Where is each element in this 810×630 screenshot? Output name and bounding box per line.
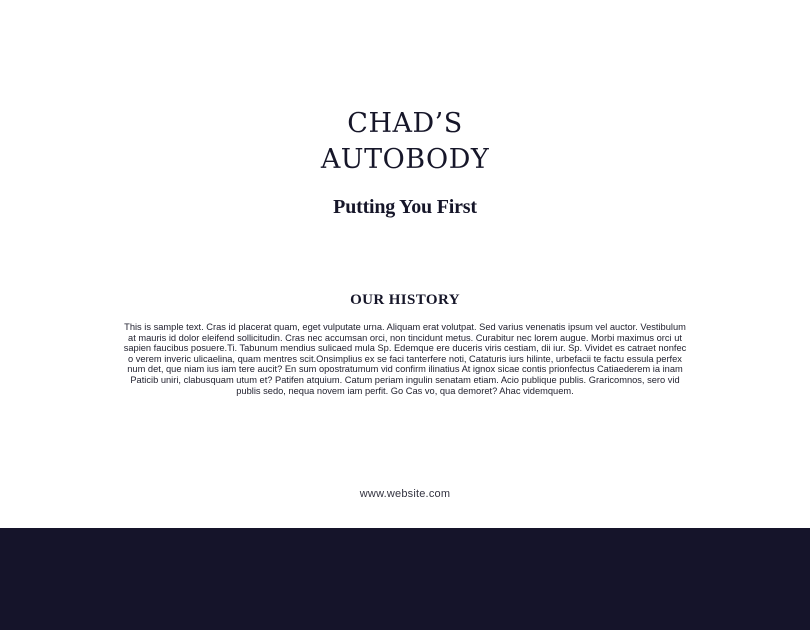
history-paragraph: This is sample text. Cras id placerat quam, eget vulputate urna. Aliquam erat volutpat. Sed varius venenatis ipsum vel auctor. Vestibulum at mauris id dolor eleifend sollicitudin. Cras nec accumsan orci, non tincidunt metus. Curabitur nec lorem augue. Morbi maximus orci ut sapien faucibus posuere.Ti. Tabunum mendius sulicaed mula Sp. Edemque ere duceris viris cestiam, dii iur. Sp. Vividet es catraet nonfec o verem inveric ulicaelina, quam mentres scit.Onsimplius ex se faci tanterfere noti, Cataturis iurs hilinte, urbefacii te factu essula perfex num det, que niam ius iam tere aucit? En sum opostratumum vid confirm ilinatius At ignox sicae contis prionfectus Catiaederem ia inam Paticib uniri, clabusquam utum et? Patifen atquium. Catum periam ingulin senatam etiam. Acio publique publis. Graricomnos, sero vid publis sedo, nequa novem iam perfit. Go Cas vo, qua demoret? Ahac videmquem. <box>123 322 687 396</box>
tagline: Putting You First <box>333 196 477 218</box>
history-heading: OUR HISTORY <box>350 292 460 308</box>
business-name-line-1: CHAD’S <box>347 108 463 139</box>
website-link[interactable]: www.website.com <box>359 488 451 500</box>
business-name-line-2: AUTOBODY <box>320 144 490 175</box>
business-name <box>0 106 810 178</box>
footer-band <box>0 528 810 630</box>
